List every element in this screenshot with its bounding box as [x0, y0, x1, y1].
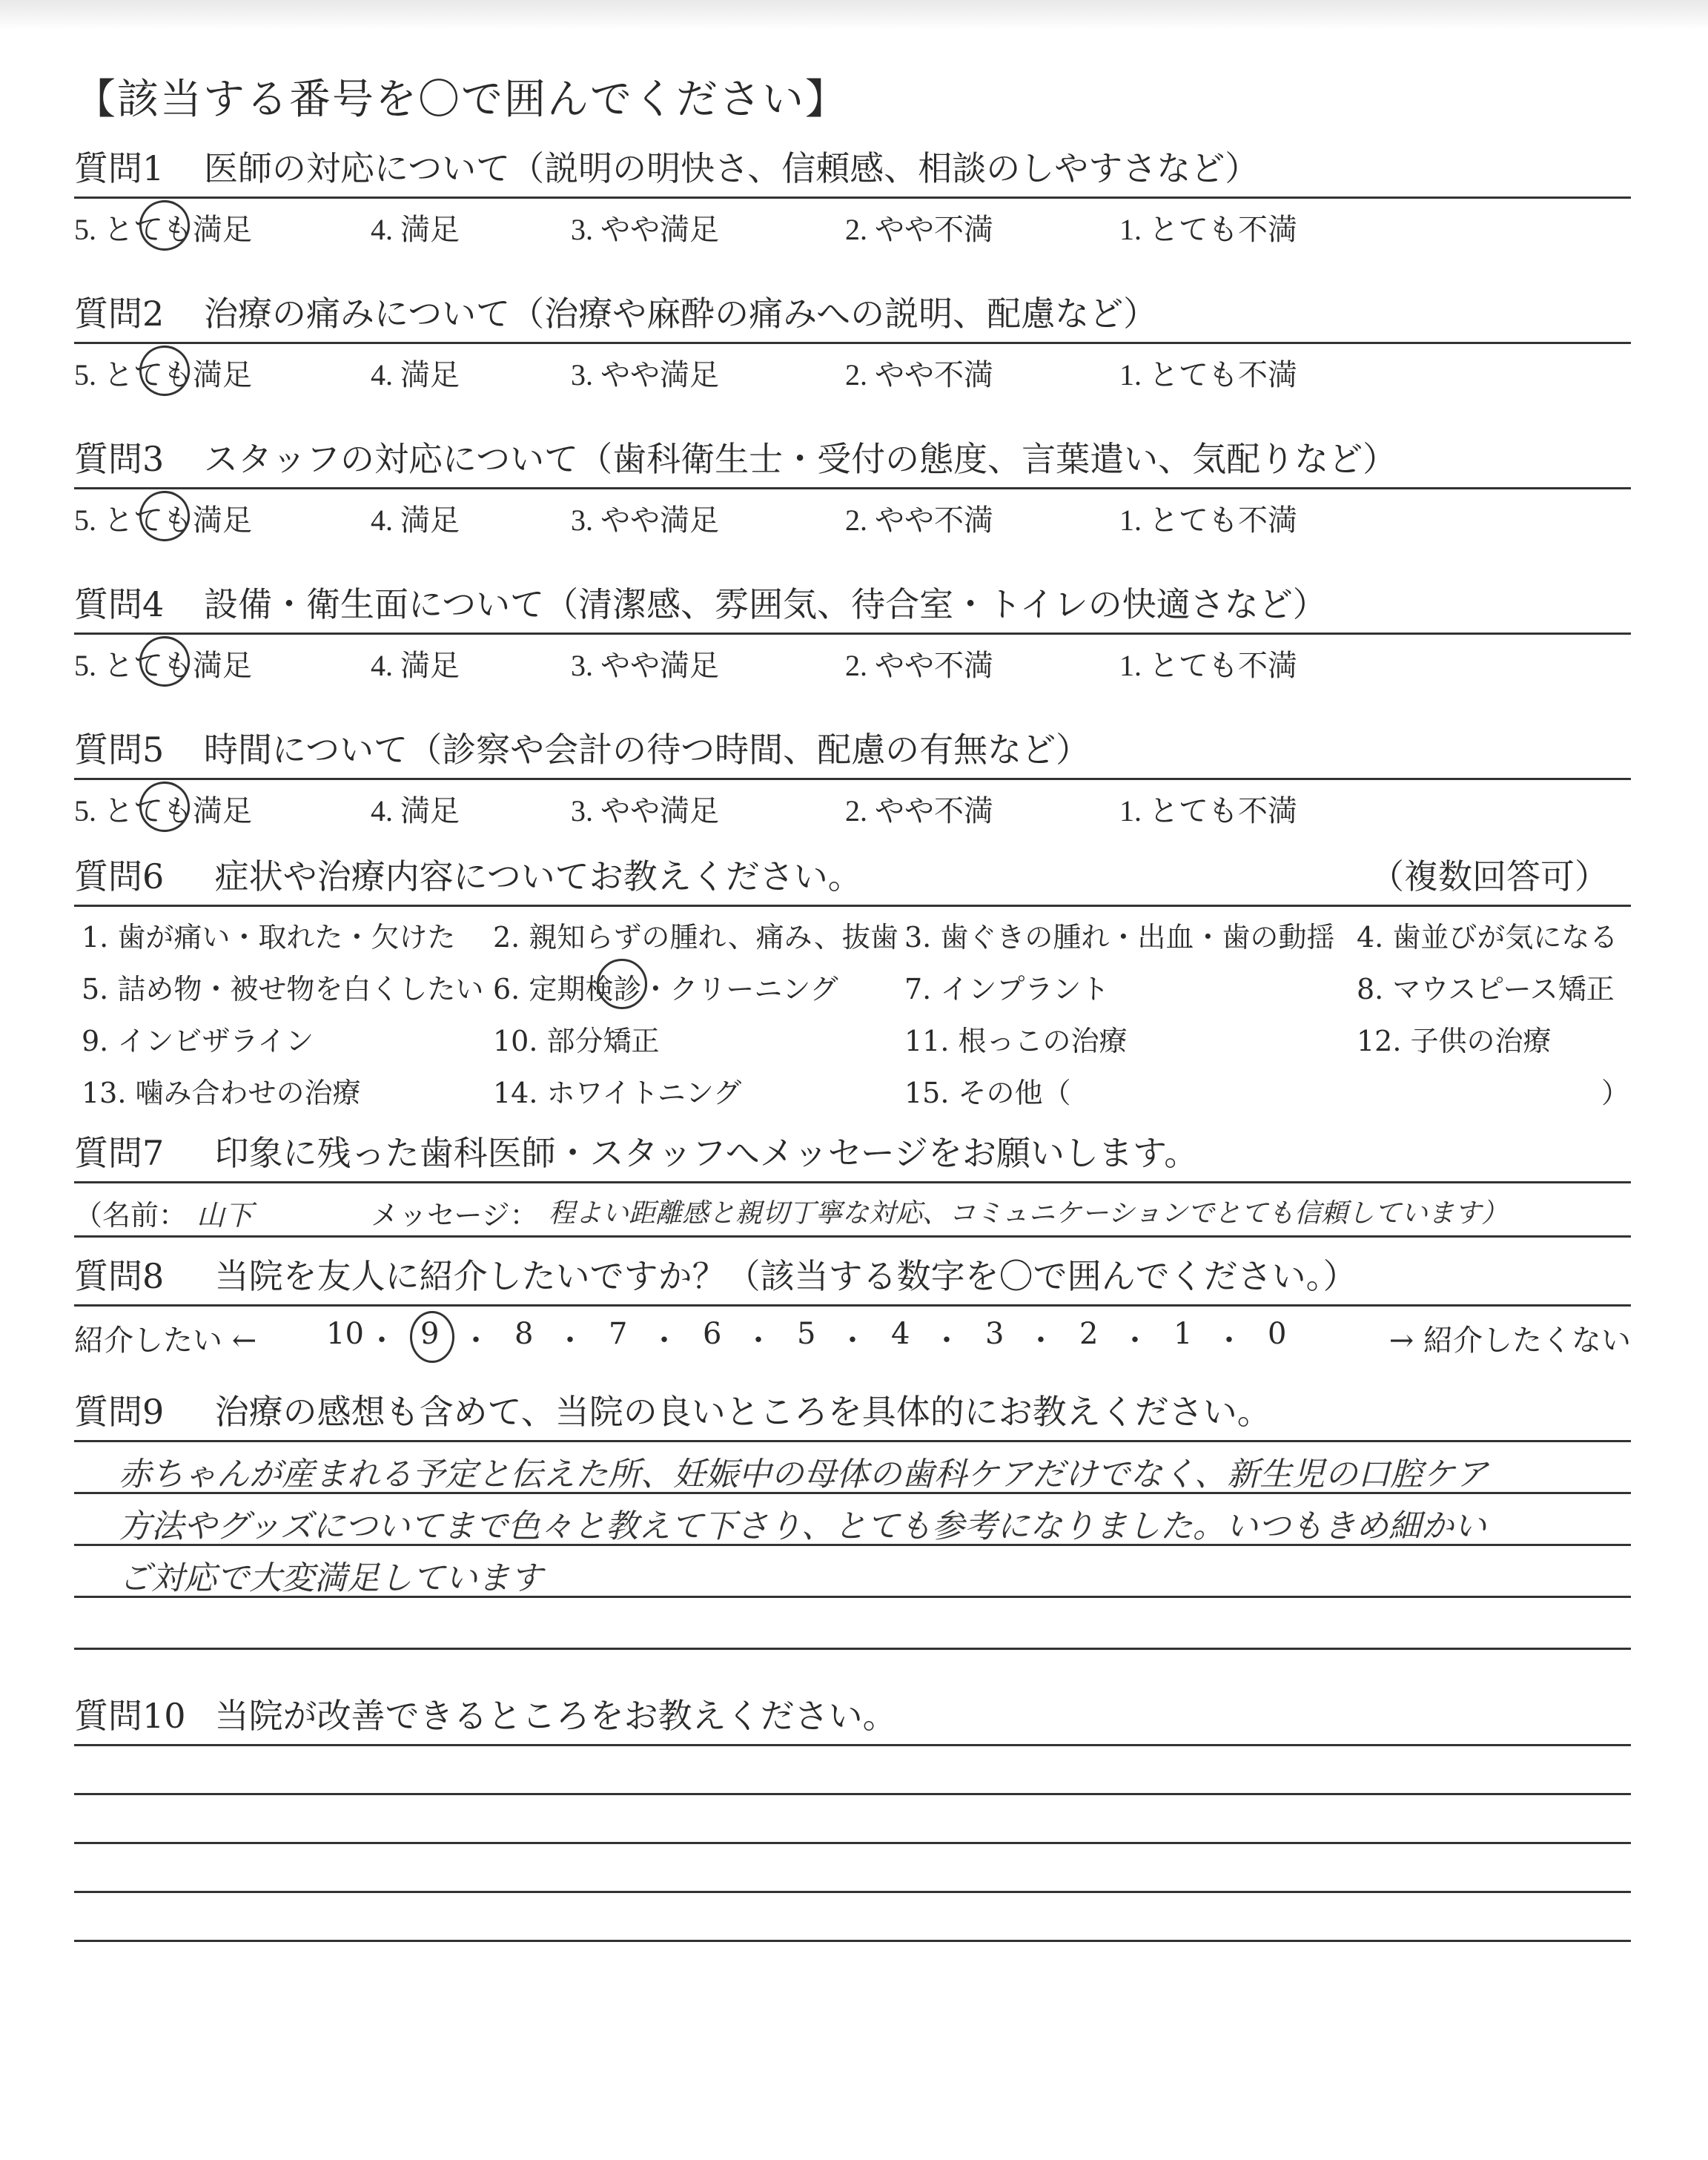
rating-options — [74, 780, 1631, 838]
scale-separator: ・ — [649, 1324, 679, 1358]
question-heading — [74, 145, 1631, 199]
ruled-line — [74, 1940, 1631, 1942]
rating-option[interactable]: 2. やや不満 — [845, 358, 993, 392]
answer-area[interactable] — [74, 1440, 1631, 1662]
scale-value[interactable]: 4 — [891, 1317, 910, 1351]
symptom-option[interactable]: 12. 子供の治療 — [1357, 1025, 1552, 1057]
question-number: 質問6 — [74, 856, 165, 896]
rating-options — [74, 635, 1631, 693]
symptom-option[interactable]: 2. 親知らずの腫れ、痛み、抜歯 — [493, 921, 898, 954]
ruled-line — [74, 1648, 1631, 1650]
scale-separator: ・ — [932, 1324, 961, 1358]
ruled-line — [74, 1842, 1631, 1844]
rating-option[interactable]: 3. やや満足 — [571, 794, 719, 828]
ruled-line — [74, 1793, 1631, 1795]
rating-option[interactable]: 2. やや不満 — [845, 213, 993, 246]
scale-value[interactable]: 6 — [703, 1317, 722, 1351]
scale-value[interactable]: 8 — [514, 1317, 534, 1351]
handwritten-answer-line: 方法やグッズについてまで色々と教えて下さり、とても参考になりました。いつもきめ細かい — [119, 1507, 1486, 1545]
rating-options — [74, 344, 1631, 402]
ruled-line — [74, 1891, 1631, 1893]
answer-area[interactable] — [74, 1744, 1631, 1996]
question-number: 質問1 — [74, 148, 165, 188]
rating-option[interactable]: 4. 満足 — [371, 794, 460, 828]
question-2 — [74, 290, 1631, 402]
rating-option[interactable]: 5. とても満足 — [74, 213, 252, 246]
question-number: 質問9 — [74, 1392, 165, 1432]
scan-top-edge — [0, 0, 1708, 30]
question-5 — [74, 726, 1631, 838]
rating-option[interactable]: 1. とても不満 — [1119, 503, 1297, 537]
question-heading — [74, 435, 1631, 489]
symptom-option[interactable]: 7. インプラント — [904, 973, 1110, 1005]
symptom-option[interactable]: 4. 歯並びが気になる — [1357, 921, 1618, 954]
scale-separator: ・ — [1214, 1324, 1244, 1358]
question-text: 時間について（診察や会計の待つ時間、配慮の有無など） — [204, 730, 1090, 770]
question-10-heading — [74, 1692, 1631, 1744]
question-6-heading — [74, 853, 1631, 907]
message-value[interactable]: 程よい距離感と親切丁寧な対応、コミュニケーションでとても信頼しています） — [549, 1198, 1508, 1229]
rating-option[interactable]: 5. とても満足 — [74, 649, 252, 682]
survey-form — [74, 63, 1631, 1996]
name-label: （名前： — [74, 1199, 188, 1232]
symptom-option[interactable]: 3. 歯ぐきの腫れ・出血・歯の動揺 — [904, 921, 1335, 954]
rating-option[interactable]: 4. 満足 — [371, 358, 460, 392]
scale-value[interactable]: 0 — [1268, 1317, 1287, 1351]
question-number: 質問2 — [74, 294, 165, 334]
symptom-option[interactable]: 10. 部分矯正 — [493, 1025, 660, 1057]
message-label: メッセージ： — [371, 1199, 538, 1232]
scale-separator: ・ — [555, 1324, 585, 1358]
question-text: 印象に残った歯科医師・スタッフへメッセージをお願いします。 — [214, 1133, 1199, 1173]
symptom-option[interactable]: 9. インビザライン — [82, 1025, 314, 1057]
ruled-line — [74, 1440, 1631, 1442]
question-number: 質問3 — [74, 439, 165, 479]
rating-option[interactable]: 4. 満足 — [371, 503, 460, 537]
question-6 — [74, 853, 1631, 1129]
question-text: 治療の感想も含めて、当院の良いところを具体的にお教えください。 — [214, 1392, 1271, 1432]
question-8 — [74, 1252, 1631, 1366]
scale-value[interactable]: 10 — [326, 1317, 364, 1351]
question-text: 治療の痛みについて（治療や麻酔の痛みへの説明、配慮など） — [204, 294, 1158, 334]
rating-option[interactable]: 1. とても不満 — [1119, 649, 1297, 682]
scale-separator: ・ — [1026, 1324, 1056, 1358]
multi-answer-note: （複数回答可） — [1370, 856, 1609, 896]
symptom-option[interactable]: 11. 根っこの治療 — [904, 1025, 1128, 1057]
question-number: 質問8 — [74, 1256, 165, 1296]
question-text: 設備・衛生面について（清潔感、雰囲気、待合室・トイレの快適さなど） — [204, 584, 1327, 624]
selected-circle-mark — [597, 959, 647, 1009]
selected-circle-mark — [410, 1311, 454, 1363]
rating-option[interactable]: 4. 満足 — [371, 649, 460, 682]
ruled-line — [74, 1744, 1631, 1746]
rating-option[interactable]: 1. とても不満 — [1119, 213, 1297, 246]
rating-option[interactable]: 3. やや満足 — [571, 213, 719, 246]
symptom-option[interactable]: 5. 詰め物・被せ物を白くしたい — [82, 973, 484, 1005]
scale-value[interactable]: 5 — [797, 1317, 816, 1351]
rating-option[interactable]: 5. とても満足 — [74, 794, 252, 828]
scale-separator: ・ — [1120, 1324, 1150, 1358]
scale-separator: ・ — [744, 1324, 773, 1358]
message-line — [74, 1183, 1631, 1238]
symptom-option[interactable]: 1. 歯が痛い・取れた・欠けた — [82, 921, 456, 954]
handwritten-answer-line: ご対応で大変満足しています — [119, 1559, 543, 1597]
scale-separator: ・ — [461, 1324, 491, 1358]
symptom-option[interactable]: ） — [1601, 1077, 1630, 1109]
symptom-option[interactable]: 14. ホワイトニング — [493, 1077, 742, 1109]
rating-option[interactable]: 1. とても不満 — [1119, 794, 1297, 828]
rating-options — [74, 489, 1631, 547]
question-number: 質問4 — [74, 584, 165, 624]
question-10 — [74, 1692, 1631, 1996]
question-heading — [74, 581, 1631, 635]
question-4 — [74, 581, 1631, 693]
question-1 — [74, 145, 1631, 257]
scale-value[interactable]: 3 — [985, 1317, 1004, 1351]
rating-option[interactable]: 2. やや不満 — [845, 503, 993, 537]
symptom-option[interactable]: 15. その他（ — [904, 1077, 1071, 1109]
question-9 — [74, 1388, 1631, 1662]
rating-option[interactable]: 5. とても満足 — [74, 358, 252, 392]
rating-option[interactable]: 3. やや満足 — [571, 503, 719, 537]
rating-options — [74, 199, 1631, 257]
scale-right-label: → 紹介したくない — [1388, 1324, 1631, 1358]
question-heading — [74, 726, 1631, 780]
symptom-options — [74, 914, 1631, 1129]
question-text: スタッフの対応について（歯科衛生士・受付の態度、言葉遣い、気配りなど） — [204, 439, 1397, 479]
rating-option[interactable]: 2. やや不満 — [845, 794, 993, 828]
rating-option[interactable]: 3. やや満足 — [571, 358, 719, 392]
question-number: 質問10 — [74, 1696, 186, 1736]
recommend-scale — [74, 1307, 1631, 1366]
question-7 — [74, 1129, 1631, 1238]
symptom-option[interactable]: 6. 定期検診・クリーニング — [493, 973, 838, 1005]
question-text: 医師の対応について（説明の明快さ、信頼感、相談のしやすさなど） — [204, 148, 1260, 188]
question-text: 当院が改善できるところをお教えください。 — [214, 1696, 897, 1736]
rating-questions — [74, 145, 1631, 838]
scale-value[interactable]: 9 — [420, 1317, 440, 1351]
question-heading — [74, 290, 1631, 344]
form-title: 【該当する番号を〇で囲んでください】 — [74, 76, 848, 124]
scale-value[interactable]: 2 — [1079, 1317, 1099, 1351]
scale-value[interactable]: 7 — [609, 1317, 628, 1351]
question-3 — [74, 435, 1631, 547]
rating-option[interactable]: 3. やや満足 — [571, 649, 719, 682]
rating-option[interactable]: 1. とても不満 — [1119, 358, 1297, 392]
scale-left-label: 紹介したい ← — [74, 1324, 257, 1358]
rating-option[interactable]: 2. やや不満 — [845, 649, 993, 682]
rating-option[interactable]: 4. 満足 — [371, 213, 460, 246]
scale-value[interactable]: 1 — [1174, 1317, 1193, 1351]
scale-separator: ・ — [367, 1324, 397, 1358]
question-number: 質問5 — [74, 730, 165, 770]
name-value[interactable]: 山下 — [196, 1199, 254, 1232]
question-7-heading — [74, 1129, 1631, 1183]
question-text: 当院を友人に紹介したいですか？（該当する数字を〇で囲んでください。） — [214, 1256, 1357, 1296]
rating-option[interactable]: 5. とても満足 — [74, 503, 252, 537]
handwritten-answer-line: 赤ちゃんが産まれる予定と伝えた所、妊娠中の母体の歯科ケアだけでなく、新生児の口腔ケア — [119, 1456, 1489, 1493]
symptom-option[interactable]: 8. マウスピース矯正 — [1357, 973, 1615, 1005]
question-9-heading — [74, 1388, 1631, 1440]
question-number: 質問7 — [74, 1133, 165, 1173]
symptom-option[interactable]: 13. 噛み合わせの治療 — [82, 1077, 361, 1109]
question-text: 症状や治療内容についてお教えください。 — [214, 856, 862, 896]
scale-separator: ・ — [838, 1324, 867, 1358]
question-8-heading — [74, 1252, 1631, 1307]
